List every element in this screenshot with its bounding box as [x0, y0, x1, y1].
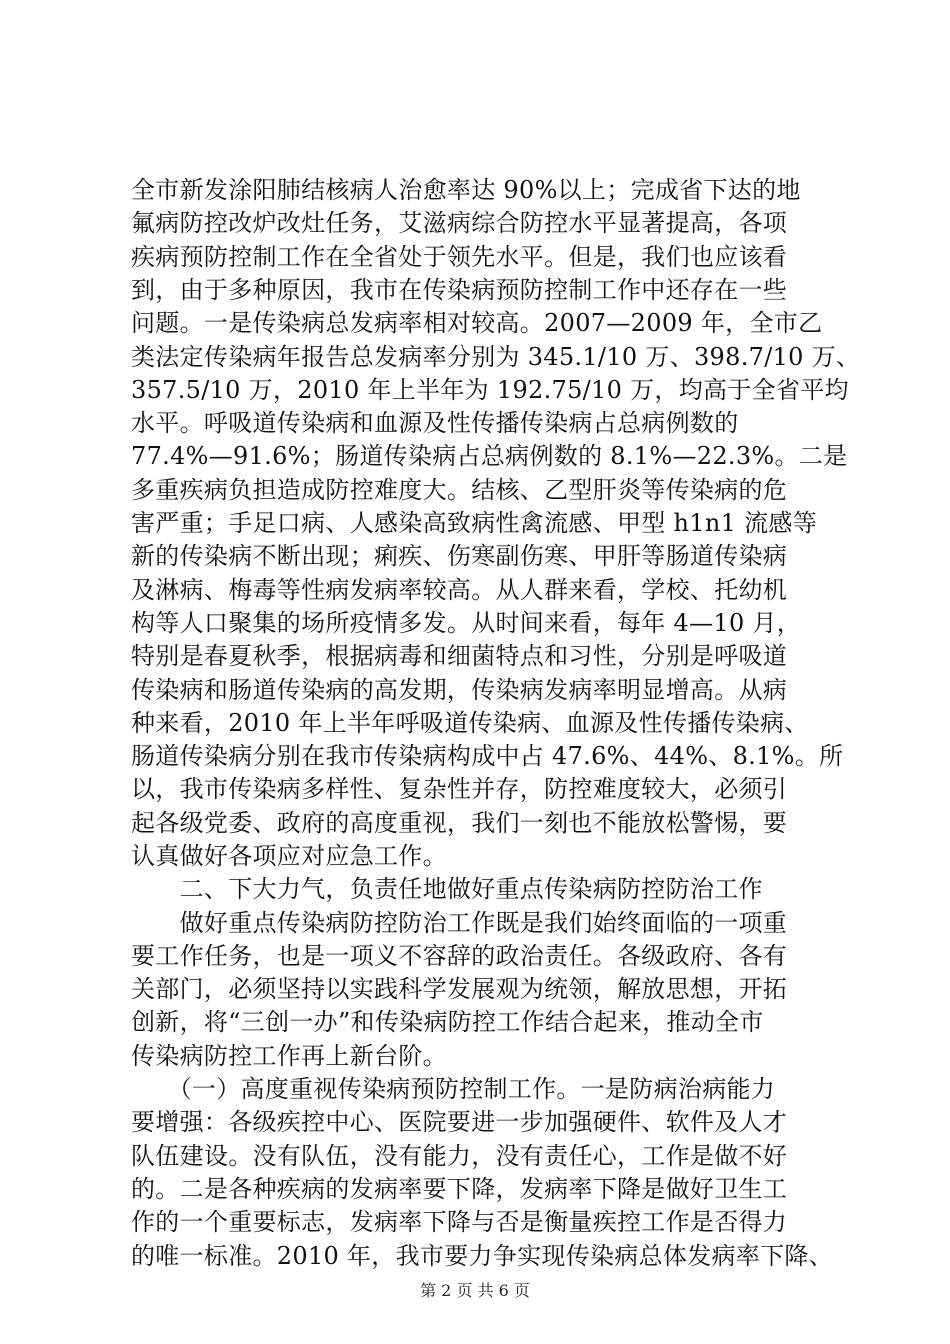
text-line: 害严重；手足口病、人感染高致病性禽流感、甲型 h1n1 流感等 — [131, 509, 818, 537]
text-line: 创新，将“三创一办”和传染病防控工作结合起来，推动全市 — [131, 1008, 764, 1036]
page-footer: 第 2 页 共 6 页 — [420, 1281, 530, 1300]
text-line: 水平。呼吸道传染病和血源及性传播传染病占总病例数的 — [131, 409, 739, 437]
text-line: 的。二是各种疾病的发病率要下降，发病率下降是做好卫生工 — [131, 1175, 788, 1203]
text-line: 氟病防控改炉改灶任务，艾滋病综合防控水平显著提高，各项 — [131, 209, 788, 237]
text-line: 357.5/10 万，2010 年上半年为 192.75/10 万，均高于全省平均 — [131, 376, 849, 404]
text-line: 构等人口聚集的场所疫情多发。从时间来看，每年 4—10 月， — [131, 609, 802, 637]
text-line: 要工作任务，也是一项义不容辞的政治责任。各级政府、各有 — [131, 942, 788, 970]
text-line: 队伍建设。没有队伍，没有能力，没有责任心，工作是做不好 — [131, 1142, 788, 1170]
text-line: 关部门，必须坚持以实践科学发展观为统领，解放思想，开拓 — [131, 975, 788, 1003]
text-line: （一）高度重视传染病预防控制工作。一是防病治病能力 — [131, 1075, 776, 1103]
text-line: 作的一个重要标志，发病率下降与否是衡量疾控工作是否得力 — [131, 1208, 788, 1236]
text-line: 肠道传染病分别在我市传染病构成中占 47.6%、44%、8.1%。所 — [131, 742, 844, 770]
text-line: 认真做好各项应对应急工作。 — [131, 842, 447, 870]
text-line: 二、下大力气，负责任地做好重点传染病防控防治工作 — [131, 875, 763, 903]
text-line: 及淋病、梅毒等性病发病率较高。从人群来看，学校、托幼机 — [131, 576, 788, 604]
text-line: 全市新发涂阳肺结核病人治愈率达 90%以上；完成省下达的地 — [131, 176, 801, 204]
text-line: 传染病防控工作再上新台阶。 — [131, 1042, 447, 1070]
text-line: 特别是春夏秋季，根据病毒和细菌特点和习性，分别是呼吸道 — [131, 642, 788, 670]
text-line: 做好重点传染病防控防治工作既是我们始终面临的一项重 — [131, 909, 788, 937]
text-line: 的唯一标准。2010 年，我市要力争实现传染病总体发病率下降、 — [131, 1242, 834, 1270]
text-line: 传染病和肠道传染病的高发期，传染病发病率明显增高。从病 — [131, 676, 788, 704]
text-line: 77.4%—91.6%；肠道传染病占总病例数的 8.1%—22.3%。二是 — [131, 442, 848, 470]
text-line: 新的传染病不断出现；痢疾、伤寒副伤寒、甲肝等肠道传染病 — [131, 542, 788, 570]
text-line: 种来看，2010 年上半年呼吸道传染病、血源及性传播传染病、 — [131, 709, 809, 737]
text-line: 要增强：各级疾控中心、医院要进一步加强硬件、软件及人才 — [131, 1108, 788, 1136]
text-line: 起各级党委、政府的高度重视，我们一刻也不能放松警惕，要 — [131, 809, 788, 837]
text-line: 以，我市传染病多样性、复杂性并存，防控难度较大，必须引 — [131, 775, 788, 803]
text-line: 疾病预防控制工作在全省处于领先水平。但是，我们也应该看 — [131, 243, 788, 271]
text-line: 到，由于多种原因，我市在传染病预防控制工作中还存在一些 — [131, 276, 788, 304]
text-line: 类法定传染病年报告总发病率分别为 345.1/10 万、398.7/10 万、 — [131, 343, 861, 371]
text-line: 问题。一是传染病总发病率相对较高。2007—2009 年，全市乙 — [131, 309, 823, 337]
text-line: 多重疾病负担造成防控难度大。结核、乙型肝炎等传染病的危 — [131, 476, 788, 504]
